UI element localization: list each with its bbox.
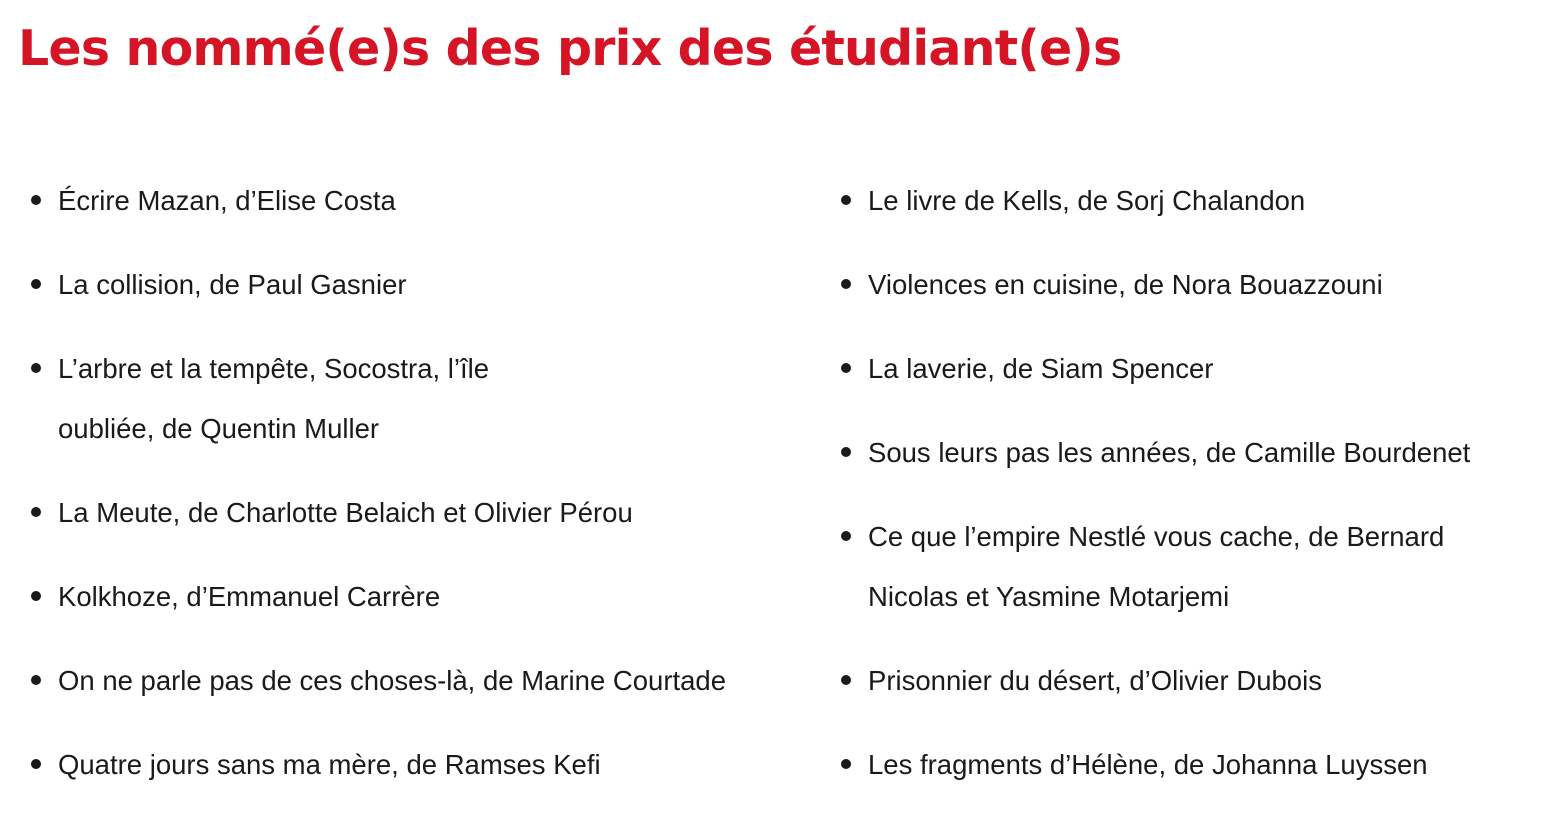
nominee-list-item	[30, 255, 810, 315]
bullet-icon	[31, 759, 41, 769]
nominee-list-item	[30, 483, 810, 543]
bullet-icon	[841, 675, 851, 685]
nominee-text: On ne parle pas de ces choses-là, de Marine Courtade	[58, 664, 727, 696]
bullet-icon	[31, 279, 41, 289]
nominees-list-right	[840, 171, 1540, 819]
nominee-list-item	[840, 171, 1540, 231]
nominee-text: Les fragments d’Hélène, de Johanna Luyssen	[868, 748, 1428, 780]
bullet-icon	[841, 447, 851, 457]
nominee-text: Quatre jours sans ma mère, de Ramses Kefi	[58, 748, 601, 780]
nominee-text: Violences en cuisine, de Nora Bouazzouni	[868, 269, 1383, 300]
bullet-icon	[31, 195, 41, 205]
nominee-text: Prisonnier du désert, d’Olivier Dubois	[868, 664, 1322, 696]
nominee-list-item	[840, 651, 1540, 711]
nominee-text: Écrire Mazan, d’Elise Costa	[58, 185, 396, 216]
nominee-text: L’arbre et la tempête, Socostra, l’île	[58, 353, 490, 384]
bullet-icon	[31, 675, 41, 685]
nominee-list-item	[840, 255, 1540, 315]
nominees-list-left	[30, 171, 810, 819]
nominee-list-item	[30, 339, 810, 458]
page-title: Les nommé(e)s des prix des étudiant(e)s	[18, 20, 1122, 77]
nominee-list-item	[30, 171, 810, 231]
nominee-text: La laverie, de Siam Spencer	[868, 353, 1214, 384]
bullet-icon	[31, 363, 41, 373]
nominee-list-item	[840, 339, 1540, 399]
bullet-icon	[841, 363, 851, 373]
bullet-icon	[31, 507, 41, 517]
nominee-text: Ce que l’empire Nestlé vous cache, de Bernard	[868, 521, 1445, 552]
nominee-list-item	[30, 567, 810, 627]
nominee-text: Kolkhoze, d’Emmanuel Carrère	[58, 580, 441, 612]
nominee-list-item	[840, 507, 1540, 626]
nominee-text: oubliée, de Quentin Muller	[58, 412, 380, 444]
bullet-icon	[841, 759, 851, 769]
nominee-list-item	[30, 735, 810, 795]
nominee-list-item	[840, 423, 1540, 483]
bullet-icon	[31, 591, 41, 601]
bullet-icon	[841, 531, 851, 541]
nominee-text: Le livre de Kells, de Sorj Chalandon	[868, 185, 1306, 216]
bullet-icon	[841, 279, 851, 289]
nominee-list-item	[840, 735, 1540, 795]
nominee-text: La Meute, de Charlotte Belaich et Olivier Pérou	[58, 496, 633, 528]
nominee-text: Sous leurs pas les années, de Camille Bourdenet	[868, 437, 1471, 468]
nominee-text: Nicolas et Yasmine Motarjemi	[868, 580, 1230, 612]
nominee-list-item	[30, 651, 810, 711]
nominee-text: La collision, de Paul Gasnier	[58, 269, 407, 300]
bullet-icon	[841, 195, 851, 205]
